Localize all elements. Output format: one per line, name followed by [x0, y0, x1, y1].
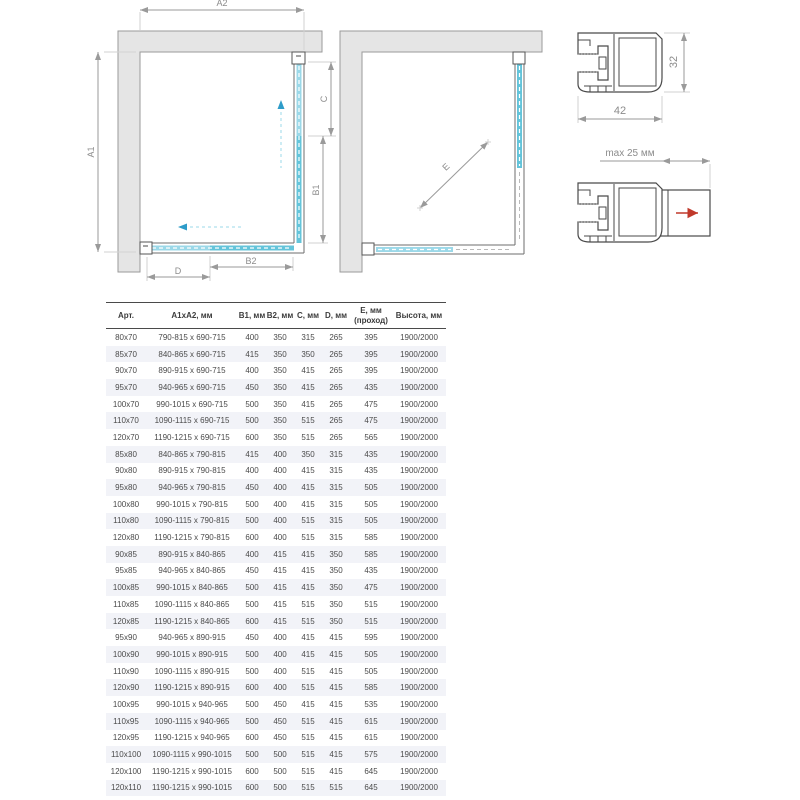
table-cell: 415: [301, 466, 315, 476]
table-cell: 350: [273, 382, 287, 392]
table-row: [106, 563, 446, 580]
table-cell: 600: [245, 766, 259, 776]
table-cell: 1900/2000: [400, 716, 438, 726]
table-cell: 515: [301, 783, 315, 793]
table-cell: 515: [329, 783, 343, 793]
table-cell: 415: [301, 633, 315, 643]
col-header-d: D, мм: [322, 303, 350, 329]
table-row: [106, 579, 446, 596]
table-cell: 120x70: [112, 432, 140, 442]
table-cell: 505: [364, 499, 378, 509]
table-cell: 400: [273, 466, 287, 476]
table-cell: 890-915 x 690-715: [158, 366, 226, 376]
table-cell: 515: [301, 533, 315, 543]
table-cell: 475: [364, 399, 378, 409]
table-cell: 435: [364, 466, 378, 476]
dim-label-a1: A1: [86, 146, 96, 158]
table-cell: 515: [301, 733, 315, 743]
table-cell: 265: [329, 399, 343, 409]
table-cell: 940-965 x 890-915: [158, 633, 226, 643]
dim-label-c: C: [319, 95, 329, 103]
table-cell: 95x90: [115, 633, 137, 643]
table-cell: 415: [329, 649, 343, 659]
table-cell: 1900/2000: [400, 416, 438, 426]
table-row: [106, 646, 446, 663]
table-cell: 475: [364, 583, 378, 593]
table-cell: 400: [273, 683, 287, 693]
table-cell: 315: [329, 516, 343, 526]
table-row: [106, 446, 446, 463]
table-cell: 600: [245, 432, 259, 442]
table-cell: 1900/2000: [400, 583, 438, 593]
table-cell: 400: [245, 366, 259, 376]
table-cell: 500: [245, 649, 259, 659]
table-cell: 505: [364, 666, 378, 676]
table-cell: 585: [364, 549, 378, 559]
table-cell: 890-915 x 840-865: [158, 549, 226, 559]
table-cell: 505: [364, 483, 378, 493]
table-cell: 1090-1115 x 890-915: [154, 666, 230, 676]
table-cell: 350: [273, 416, 287, 426]
table-cell: 500: [245, 516, 259, 526]
table-cell: 600: [245, 533, 259, 543]
table-cell: 415: [273, 583, 287, 593]
table-cell: 1900/2000: [400, 599, 438, 609]
table-cell: 1900/2000: [400, 750, 438, 760]
table-cell: 1900/2000: [400, 533, 438, 543]
table-cell: 110x70: [113, 416, 139, 426]
table-cell: 515: [364, 616, 378, 626]
technical-drawings: [0, 0, 800, 296]
table-cell: 80x70: [115, 332, 137, 342]
table-cell: 90x70: [115, 366, 137, 376]
table-cell: 515: [301, 416, 315, 426]
col-header-art: Арт.: [106, 303, 146, 329]
table-cell: 415: [329, 716, 343, 726]
table-cell: 95x70: [115, 382, 137, 392]
table-cell: 120x95: [112, 733, 140, 743]
table-cell: 990-1015 x 690-715: [156, 399, 228, 409]
table-cell: 415: [301, 499, 315, 509]
table-cell: 415: [273, 549, 287, 559]
table-cell: 450: [273, 699, 287, 709]
table-cell: 350: [329, 599, 343, 609]
table-cell: 100x90: [112, 649, 140, 659]
table-cell: 265: [329, 382, 343, 392]
table-cell: 1900/2000: [400, 633, 438, 643]
table-cell: 415: [301, 699, 315, 709]
table-cell: 110x95: [113, 716, 139, 726]
table-cell: 450: [245, 566, 259, 576]
table-cell: 265: [329, 416, 343, 426]
table-cell: 90x85: [115, 549, 137, 559]
table-cell: 395: [364, 366, 378, 376]
table-cell: 350: [329, 583, 343, 593]
table-cell: 595: [364, 633, 378, 643]
table-cell: 645: [364, 766, 378, 776]
table-cell: 415: [329, 666, 343, 676]
table-cell: 315: [301, 332, 315, 342]
table-row: [106, 529, 446, 546]
table-cell: 400: [273, 499, 287, 509]
profile-adjust-section: [578, 148, 710, 242]
table-cell: 1090-1115 x 790-815: [154, 516, 230, 526]
table-cell: 515: [301, 666, 315, 676]
table-cell: 600: [245, 783, 259, 793]
table-cell: 400: [273, 633, 287, 643]
table-cell: 1900/2000: [400, 649, 438, 659]
table-cell: 120x110: [110, 783, 142, 793]
table-cell: 110x90: [113, 666, 139, 676]
table-cell: 120x80: [112, 533, 140, 543]
table-cell: 515: [301, 516, 315, 526]
table-cell: 990-1015 x 890-915: [156, 649, 228, 659]
table-row: [106, 713, 446, 730]
table-cell: 415: [301, 549, 315, 559]
table-cell: 500: [245, 699, 259, 709]
table-cell: 400: [245, 332, 259, 342]
table-row: [106, 412, 446, 429]
table-cell: 315: [329, 483, 343, 493]
table-cell: 415: [273, 566, 287, 576]
table-row: [106, 663, 446, 680]
table-cell: 1900/2000: [400, 766, 438, 776]
col-header-b1: B1, мм: [238, 303, 266, 329]
table-row: [106, 763, 446, 780]
table-cell: 350: [273, 349, 287, 359]
dim-label-32: 32: [668, 55, 680, 69]
table-cell: 515: [301, 766, 315, 776]
roller-bracket-top: [513, 52, 525, 64]
table-cell: 350: [273, 366, 287, 376]
dim-label-d: D: [174, 266, 182, 276]
table-cell: 990-1015 x 940-965: [156, 699, 228, 709]
table-cell: 1900/2000: [400, 449, 438, 459]
plan-view-closed: [86, 0, 336, 281]
table-row: [106, 546, 446, 563]
table-cell: 535: [364, 699, 378, 709]
table-row: [106, 679, 446, 696]
col-header-c: C, мм: [294, 303, 322, 329]
table-cell: 450: [245, 483, 259, 493]
table-row: [106, 596, 446, 613]
table-cell: 350: [329, 616, 343, 626]
table-cell: 265: [329, 432, 343, 442]
table-row: [106, 696, 446, 713]
table-cell: 990-1015 x 840-865: [156, 583, 228, 593]
table-cell: 1190-1215 x 840-865: [154, 616, 230, 626]
table-cell: 1900/2000: [400, 566, 438, 576]
table-cell: 1900/2000: [400, 349, 438, 359]
table-cell: 265: [329, 366, 343, 376]
table-cell: 120x90: [112, 683, 140, 693]
table-cell: 1190-1215 x 890-915: [154, 683, 230, 693]
table-cell: 315: [329, 499, 343, 509]
table-cell: 565: [364, 432, 378, 442]
table-cell: 515: [301, 716, 315, 726]
col-header-b2: B2, мм: [266, 303, 294, 329]
table-cell: 100x95: [112, 699, 140, 709]
table-cell: 890-915 x 790-815: [158, 466, 226, 476]
table-row: [106, 613, 446, 630]
table-row: [106, 629, 446, 646]
table-cell: 500: [245, 716, 259, 726]
table-cell: 415: [329, 750, 343, 760]
table-cell: 1900/2000: [400, 783, 438, 793]
table-cell: 1190-1215 x 940-965: [154, 733, 230, 743]
table-cell: 415: [301, 366, 315, 376]
table-cell: 790-815 x 690-715: [158, 332, 226, 342]
table-cell: 500: [273, 783, 287, 793]
table-cell: 110x80: [113, 516, 139, 526]
table-cell: 515: [301, 432, 315, 442]
table-cell: 395: [364, 349, 378, 359]
table-cell: 500: [245, 599, 259, 609]
table-cell: 1900/2000: [400, 366, 438, 376]
table-cell: 100x70: [112, 399, 140, 409]
table-cell: 515: [301, 750, 315, 760]
table-cell: 90x80: [115, 466, 137, 476]
table-cell: 265: [329, 332, 343, 342]
table-cell: 1900/2000: [400, 516, 438, 526]
table-cell: 350: [273, 332, 287, 342]
table-cell: 415: [329, 633, 343, 643]
col-header-a1xa2: A1xA2, мм: [146, 303, 238, 329]
table-row: [106, 362, 446, 379]
table-cell: 1900/2000: [400, 683, 438, 693]
table-cell: 1190-1215 x 990-1015: [152, 766, 232, 776]
table-cell: 415: [301, 583, 315, 593]
table-row: [106, 396, 446, 413]
table-row: [106, 346, 446, 363]
table-cell: 1900/2000: [400, 549, 438, 559]
table-cell: 100x80: [112, 499, 140, 509]
table-cell: 1900/2000: [400, 483, 438, 493]
table-row: [106, 379, 446, 396]
table-cell: 615: [364, 733, 378, 743]
table-cell: 435: [364, 566, 378, 576]
table-cell: 1900/2000: [400, 499, 438, 509]
table-cell: 110x85: [113, 599, 139, 609]
table-cell: 95x80: [115, 483, 137, 493]
table-cell: 505: [364, 516, 378, 526]
table-cell: 415: [301, 566, 315, 576]
table-cell: 315: [329, 466, 343, 476]
table-cell: 450: [273, 716, 287, 726]
table-cell: 400: [245, 466, 259, 476]
roller-bracket-top: [292, 52, 305, 64]
table-cell: 85x70: [115, 349, 137, 359]
table-header-row: [106, 303, 446, 329]
table-cell: 415: [301, 382, 315, 392]
table-cell: 415: [273, 599, 287, 609]
table-cell: 415: [301, 483, 315, 493]
table-cell: 85x80: [115, 449, 137, 459]
table-cell: 505: [364, 649, 378, 659]
table-cell: 415: [329, 699, 343, 709]
table-row: [106, 513, 446, 530]
plan-view-open: [340, 31, 542, 272]
table-cell: 100x85: [112, 583, 140, 593]
table-cell: 500: [245, 583, 259, 593]
table-cell: 940-965 x 840-865: [158, 566, 226, 576]
table-cell: 415: [301, 649, 315, 659]
table-cell: 265: [329, 349, 343, 359]
table-cell: 400: [273, 449, 287, 459]
table-cell: 450: [245, 382, 259, 392]
table-cell: 645: [364, 783, 378, 793]
table-cell: 500: [245, 399, 259, 409]
table-cell: 415: [329, 766, 343, 776]
table-row: [106, 479, 446, 496]
table-cell: 350: [301, 349, 315, 359]
dim-label-b2: B2: [245, 256, 257, 266]
roller-bracket-bottom: [362, 243, 374, 255]
table-cell: 615: [364, 716, 378, 726]
table-cell: 1900/2000: [400, 432, 438, 442]
table-row: [106, 429, 446, 446]
dim-label-b1: B1: [311, 184, 321, 196]
table-cell: 575: [364, 750, 378, 760]
table-cell: 120x100: [110, 766, 142, 776]
table-cell: 1190-1215 x 790-815: [154, 533, 230, 543]
table-cell: 400: [273, 516, 287, 526]
table-row: [106, 746, 446, 763]
table-cell: 940-965 x 690-715: [158, 382, 226, 392]
table-cell: 500: [245, 750, 259, 760]
table-cell: 1900/2000: [400, 399, 438, 409]
table-cell: 940-965 x 790-815: [158, 483, 226, 493]
col-header-e: [350, 303, 392, 329]
table-cell: 600: [245, 733, 259, 743]
dim-label-max-25: max 25 мм: [605, 148, 655, 159]
table-cell: 395: [364, 332, 378, 342]
table-cell: 350: [329, 566, 343, 576]
table-cell: 1090-1115 x 690-715: [154, 416, 230, 426]
table-cell: 415: [329, 683, 343, 693]
table-cell: 435: [364, 449, 378, 459]
table-cell: 515: [301, 616, 315, 626]
table-cell: 500: [273, 766, 287, 776]
table-cell: 585: [364, 533, 378, 543]
table-cell: 1900/2000: [400, 733, 438, 743]
table-cell: 515: [301, 683, 315, 693]
table-cell: 1090-1115 x 990-1015: [152, 750, 232, 760]
dim-label-42: 42: [613, 105, 627, 117]
table-cell: 400: [273, 533, 287, 543]
table-row: [106, 496, 446, 513]
slide-left-arrow-icon: [178, 224, 187, 231]
table-cell: 400: [245, 549, 259, 559]
table-row: [106, 730, 446, 747]
col-header-e-line1: E, мм: [360, 305, 382, 315]
table-cell: 475: [364, 416, 378, 426]
table-cell: 400: [273, 666, 287, 676]
table-cell: 515: [301, 599, 315, 609]
table-cell: 415: [245, 349, 259, 359]
profile-cross-section: [578, 33, 690, 123]
table-cell: 1900/2000: [400, 666, 438, 676]
table-cell: 95x85: [115, 566, 137, 576]
table-cell: 515: [364, 599, 378, 609]
table-cell: 415: [245, 449, 259, 459]
table-cell: 1090-1115 x 940-965: [154, 716, 230, 726]
table-cell: 450: [273, 733, 287, 743]
table-cell: 500: [273, 750, 287, 760]
table-cell: 120x85: [112, 616, 140, 626]
table-row: [106, 780, 446, 797]
table-cell: 500: [245, 499, 259, 509]
table-cell: 990-1015 x 790-815: [156, 499, 228, 509]
table-cell: 415: [273, 616, 287, 626]
table-cell: 600: [245, 683, 259, 693]
table-row: [106, 329, 446, 346]
table-cell: 415: [301, 399, 315, 409]
table-cell: 1900/2000: [400, 466, 438, 476]
table-cell: 840-865 x 690-715: [158, 349, 226, 359]
dim-label-a2: A2: [216, 0, 228, 8]
wall: [118, 31, 322, 272]
table-cell: 600: [245, 616, 259, 626]
table-cell: 350: [301, 449, 315, 459]
table-cell: 350: [329, 549, 343, 559]
table-cell: 500: [245, 666, 259, 676]
table-cell: 1190-1215 x 690-715: [154, 432, 230, 442]
table-cell: 1190-1215 x 990-1015: [152, 783, 232, 793]
wall: [340, 31, 542, 272]
table-cell: 1900/2000: [400, 382, 438, 392]
table-cell: 435: [364, 382, 378, 392]
table-cell: 315: [329, 449, 343, 459]
dim-label-e: E: [440, 161, 452, 173]
table-cell: 350: [273, 432, 287, 442]
col-header-e-line2: (проход): [354, 315, 388, 325]
table-cell: 1900/2000: [400, 616, 438, 626]
table-cell: 415: [329, 733, 343, 743]
table-cell: 1900/2000: [400, 332, 438, 342]
table-cell: 840-865 x 790-815: [158, 449, 226, 459]
col-header-height: Высота, мм: [392, 303, 446, 329]
table-cell: 1900/2000: [400, 699, 438, 709]
roller-bracket-bottom: [140, 242, 152, 254]
table-cell: 350: [273, 399, 287, 409]
table-cell: 500: [245, 416, 259, 426]
slide-up-arrow-icon: [278, 100, 285, 109]
spec-table: [106, 302, 446, 796]
table-cell: 585: [364, 683, 378, 693]
table-cell: 1090-1115 x 840-865: [154, 599, 230, 609]
table-cell: 400: [273, 483, 287, 493]
table-cell: 315: [329, 533, 343, 543]
table-cell: 400: [273, 649, 287, 659]
table-cell: 110x100: [110, 750, 142, 760]
table-row: [106, 463, 446, 480]
table-cell: 450: [245, 633, 259, 643]
